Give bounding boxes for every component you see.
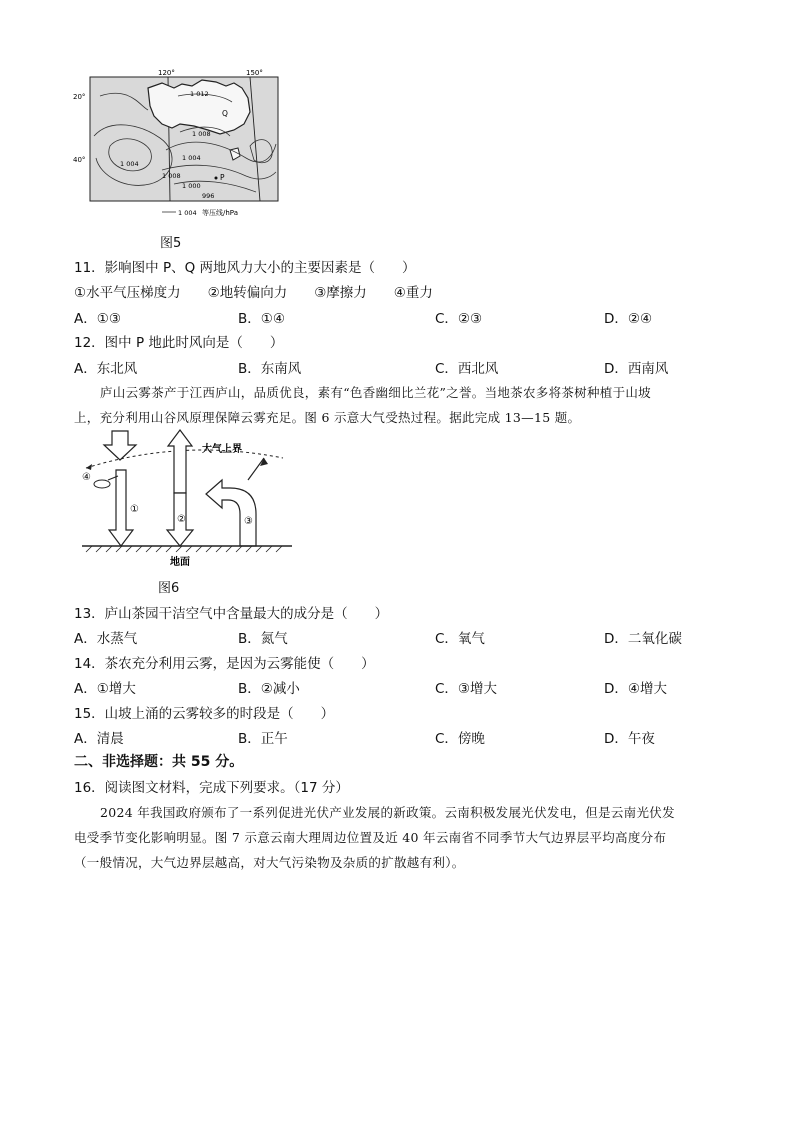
q11-option-d[interactable]: D．②④ <box>604 311 653 327</box>
q11-option-a[interactable]: A．①③ <box>74 311 121 327</box>
marker-2: ② <box>177 514 186 525</box>
q16-passage-line-3: （一般情况，大气边界层越高，对大气污染物及杂质的扩散越有利）。 <box>74 855 465 870</box>
passage-1-line-1: 庐山云雾茶产于江西庐山，品质优良，素有“色香幽细比兰花”之誉。当地茶农多将茶树种植于山坡 <box>100 385 651 400</box>
q12-option-b[interactable]: B．东南风 <box>238 361 302 377</box>
q14-option-c[interactable]: C．③增大 <box>435 681 498 697</box>
figure-6-caption: 图6 <box>158 581 180 596</box>
figure-6 <box>78 428 298 572</box>
boundary-arrowhead <box>86 464 92 470</box>
isobar-label: 1 004 <box>120 160 139 168</box>
lat-label-40: 40° <box>73 156 86 164</box>
point-label-p: P <box>220 173 225 182</box>
section-2-title: 二、非选择题：共 55 分。 <box>74 754 244 770</box>
isobar-label: 1 008 <box>162 172 181 180</box>
q14-option-d[interactable]: D．④增大 <box>604 681 667 697</box>
isobar-label: 1 004 <box>182 154 201 162</box>
q11-option-c[interactable]: C．②③ <box>435 311 483 327</box>
arrow-2-up <box>168 430 192 493</box>
isobar-label: 1 012 <box>190 90 209 98</box>
legend-value: 1 004 <box>178 209 197 217</box>
q13-option-a[interactable]: A．水蒸气 <box>74 631 138 647</box>
q15-option-a[interactable]: A．清晨 <box>74 731 124 747</box>
q12-option-d[interactable]: D．西南风 <box>604 361 669 377</box>
legend-text: 等压线/hPa <box>202 209 238 217</box>
lat-label-20: 20° <box>73 93 86 101</box>
q11-option-b[interactable]: B．①④ <box>238 311 285 327</box>
cloud-icon <box>94 480 110 488</box>
question-14-stem: 14．茶农充分利用云雾，是因为云雾能使（ ） <box>74 656 375 672</box>
q15-option-d[interactable]: D．午夜 <box>604 731 655 747</box>
isobar-label: 1 000 <box>182 182 201 190</box>
escape-arrow-line <box>248 458 264 480</box>
q13-option-c[interactable]: C．氧气 <box>435 631 485 647</box>
solar-radiation-arrow <box>104 431 136 460</box>
question-16-stem: 16．阅读图文材料，完成下列要求。（17 分） <box>74 780 349 796</box>
q15-option-b[interactable]: B．正午 <box>238 731 288 747</box>
isobar-label: 996 <box>202 192 215 200</box>
figure-5-caption: 图5 <box>160 236 182 251</box>
marker-3: ③ <box>244 516 253 527</box>
q15-option-c[interactable]: C．傍晚 <box>435 731 485 747</box>
q13-option-d[interactable]: D．二氧化碳 <box>604 631 682 647</box>
q12-option-a[interactable]: A．东北风 <box>74 361 138 377</box>
isobar-map <box>70 66 290 222</box>
question-11-stem: 11．影响图中 P、Q 两地风力大小的主要因素是（ ） <box>74 260 416 276</box>
heating-process-diagram <box>78 428 298 572</box>
lon-label-150: 150° <box>246 69 263 77</box>
point-label-q: Q <box>222 109 228 118</box>
q13-option-b[interactable]: B．氮气 <box>238 631 288 647</box>
question-12-stem: 12．图中 P 地此时风向是（ ） <box>74 335 284 351</box>
marker-1: ① <box>130 504 139 515</box>
passage-1-line-2: 上，充分利用山谷风原理保障云雾充足。图 6 示意大气受热过程。据此完成 13—15 题。 <box>74 410 581 425</box>
arrow-3 <box>206 480 256 546</box>
q16-passage-line-2: 电受季节变化影响明显。图 7 示意云南大理周边位置及近 40 年云南省不同季节大气边界层平均高度分布 <box>74 830 667 845</box>
atmosphere-top-label: 大气上界 <box>202 444 242 455</box>
q12-option-c[interactable]: C．西北风 <box>435 361 499 377</box>
point-p-dot <box>215 177 218 180</box>
q14-option-a[interactable]: A．①增大 <box>74 681 136 697</box>
q14-option-b[interactable]: B．②减小 <box>238 681 300 697</box>
ground-hatching <box>86 546 282 552</box>
ground-label: 地面 <box>170 557 190 568</box>
isobar-label: 1 008 <box>192 130 211 138</box>
q16-passage-line-1: 2024 年我国政府颁布了一系列促进光伏产业发展的新政策。云南积极发展光伏发电，但是云南光伏发 <box>100 805 675 820</box>
question-15-stem: 15．山坡上涌的云雾较多的时段是（ ） <box>74 706 335 722</box>
marker-4: ④ <box>82 472 91 483</box>
lon-label-120: 120° <box>158 69 175 77</box>
question-11-factors: ①水平气压梯度力 ②地转偏向力 ③摩擦力 ④重力 <box>74 285 433 301</box>
question-13-stem: 13．庐山茶园干洁空气中含量最大的成分是（ ） <box>74 606 389 622</box>
figure-5 <box>70 66 290 222</box>
